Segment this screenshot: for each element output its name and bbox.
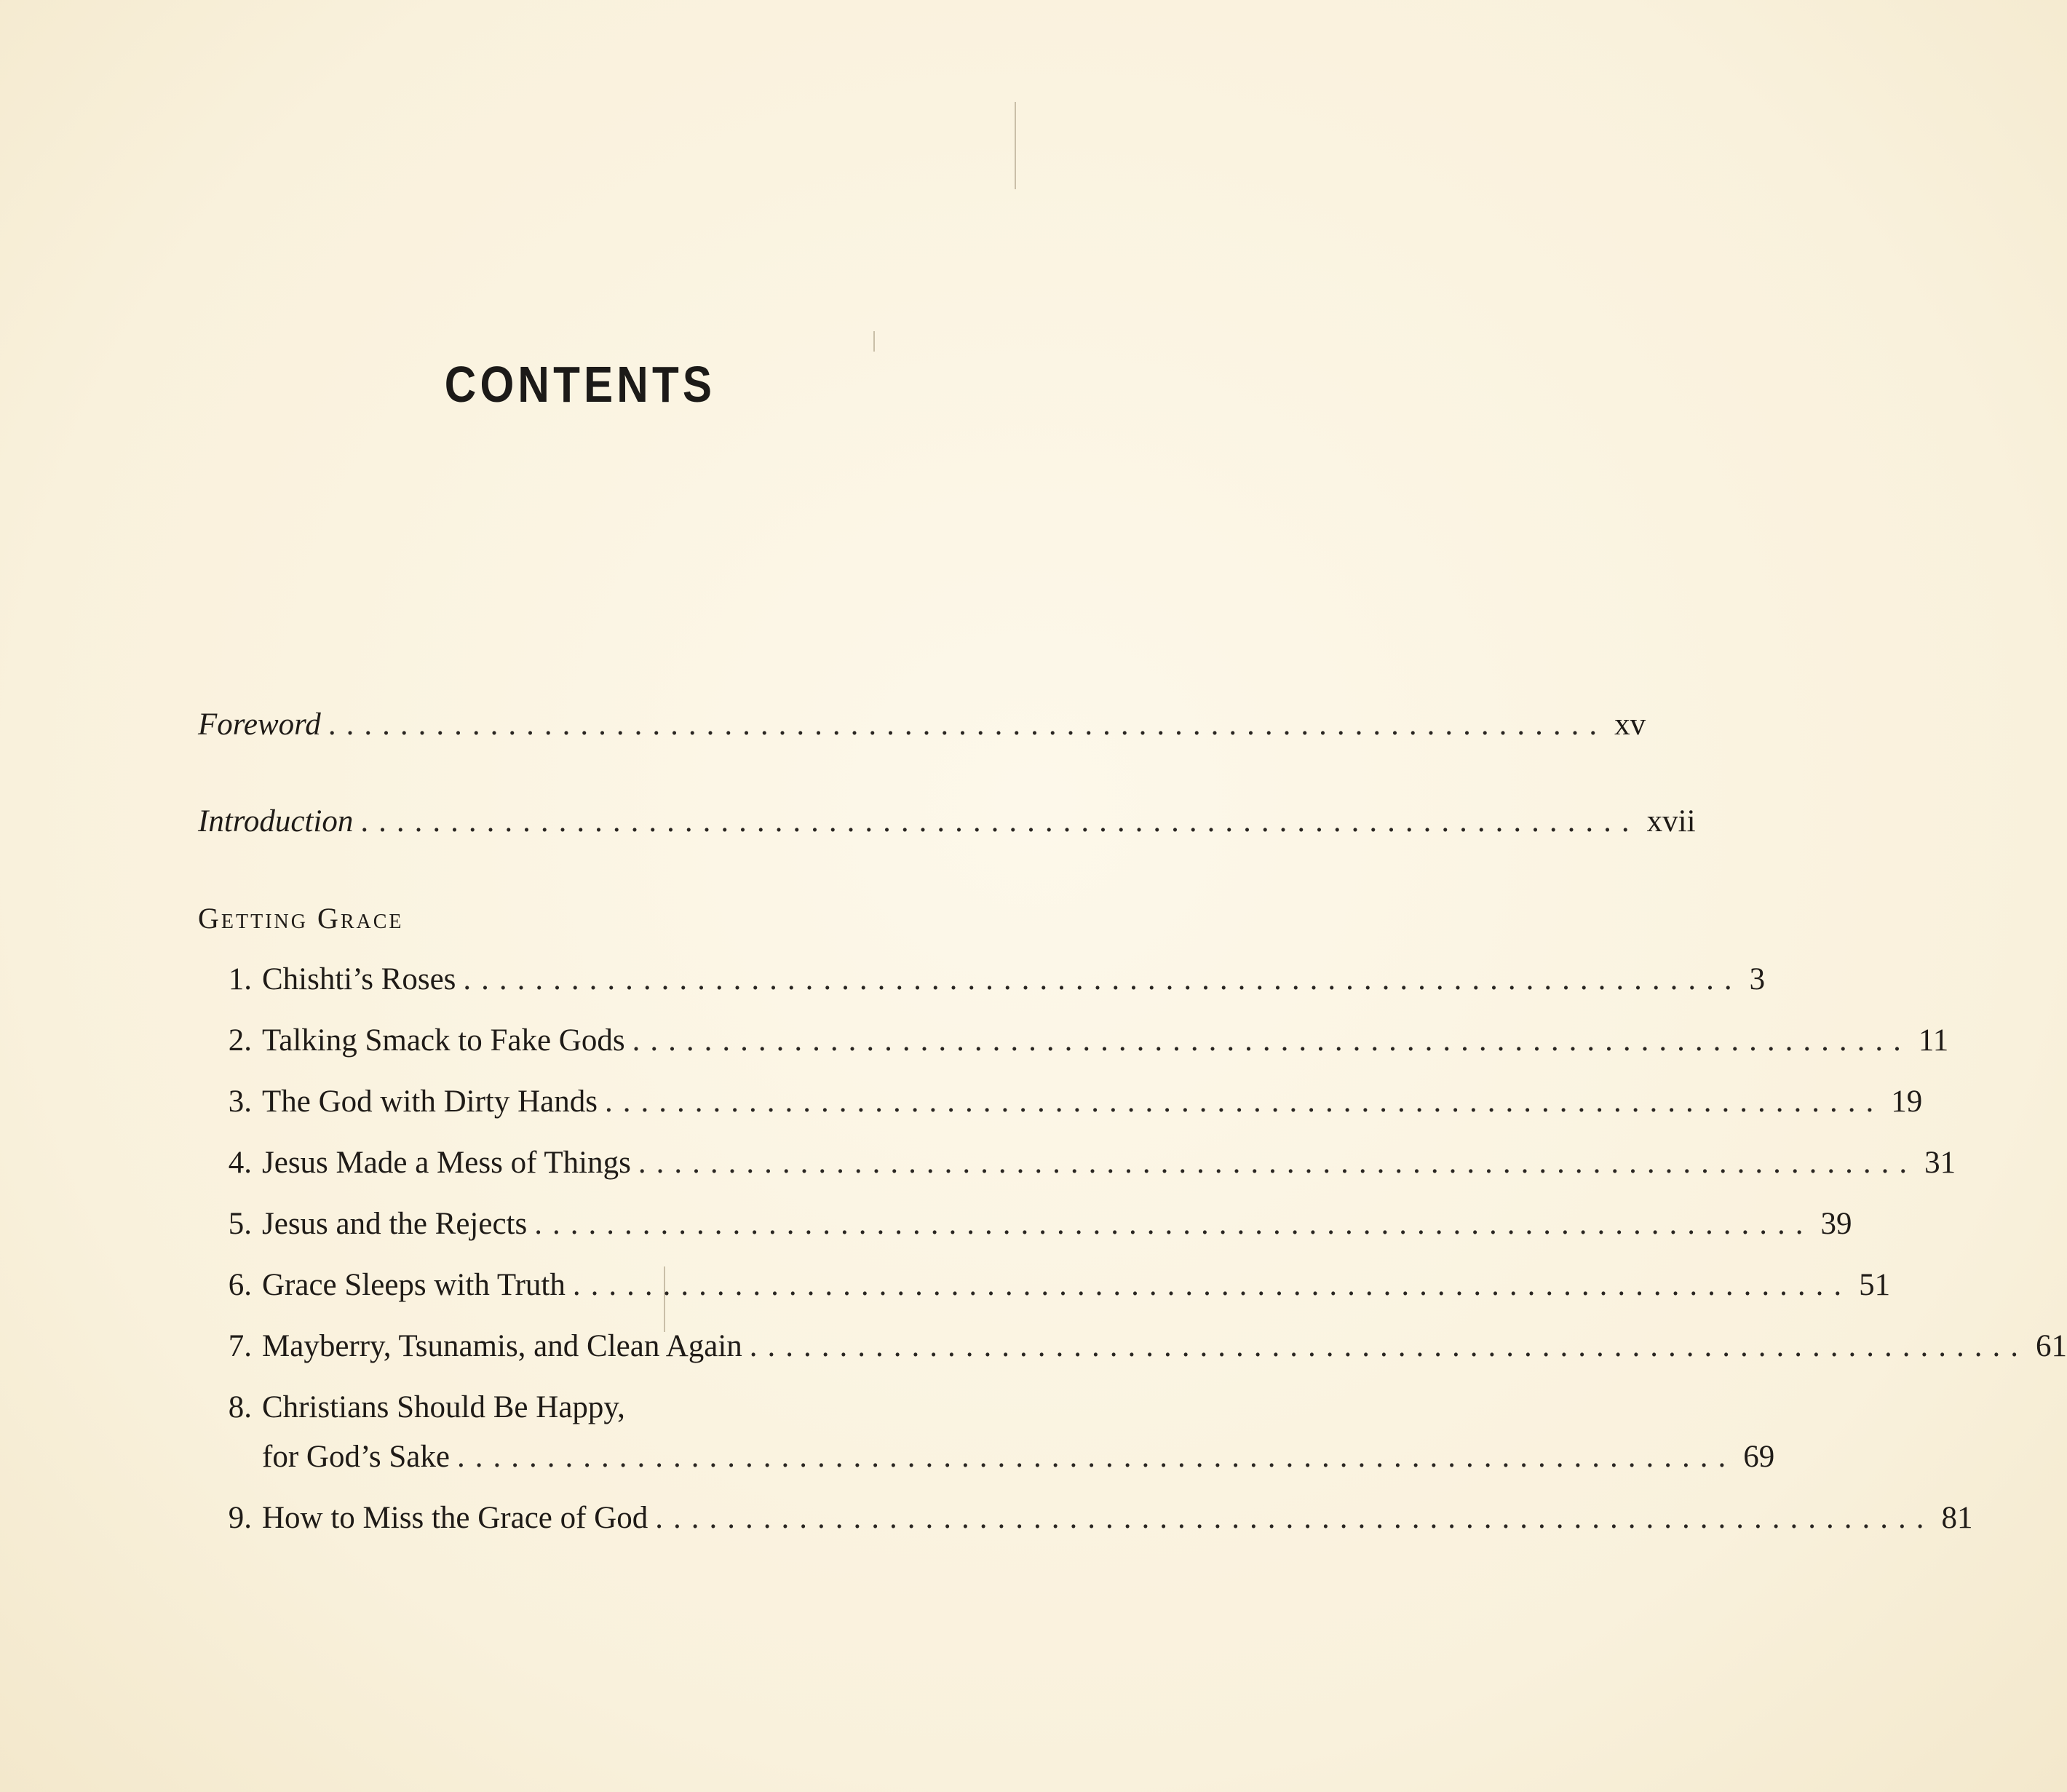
toc-entry-chapter[interactable] — [213, 1144, 1956, 1182]
toc-entry-chapter[interactable] — [213, 1266, 1891, 1304]
chapter-number: 8. — [228, 1390, 252, 1424]
toc-entry-chapter[interactable] — [213, 1328, 2067, 1365]
dot-leader: ....................................................................... — [360, 804, 1640, 838]
dot-leader: ....................................................................... — [456, 1440, 1737, 1474]
entry-page: 61 — [2036, 1329, 2067, 1363]
chapter-number: 4. — [228, 1146, 252, 1180]
toc-entry-chapter[interactable] — [213, 961, 1766, 999]
dot-leader: ....................................................................... — [632, 1023, 1911, 1058]
entry-title: Mayberry, Tsunamis, and Clean Again — [262, 1329, 742, 1363]
entry-title: Chishti’s Roses — [262, 962, 456, 996]
entry-title: How to Miss the Grace of God — [262, 1501, 648, 1535]
dot-leader: ....................................................................... — [463, 962, 1742, 996]
paper-mark — [873, 331, 875, 352]
toc-entry-foreword[interactable] — [198, 706, 1646, 744]
entry-page: 11 — [1918, 1023, 1949, 1058]
dot-leader: ....................................................................... — [328, 707, 1608, 742]
toc-entry-chapter[interactable] — [262, 1438, 1775, 1476]
toc-entry-chapter[interactable] — [213, 1083, 1923, 1121]
section-heading: Getting Grace — [198, 902, 404, 935]
entry-title: Foreword — [198, 707, 321, 742]
entry-page: 3 — [1749, 962, 1766, 996]
entry-title: Introduction — [198, 804, 354, 838]
page-title: CONTENTS — [444, 356, 716, 413]
chapter-number: 7. — [228, 1329, 252, 1363]
entry-page: 19 — [1891, 1085, 1923, 1119]
dot-leader: ....................................................................... — [534, 1207, 1814, 1241]
entry-page: xvii — [1646, 804, 1696, 838]
chapter-number: 6. — [228, 1268, 252, 1302]
chapter-number: 9. — [228, 1501, 252, 1535]
chapter-number: 1. — [228, 962, 252, 996]
entry-title: Christians Should Be Happy, — [262, 1390, 625, 1424]
chapter-number: 5. — [228, 1207, 252, 1241]
entry-title: Jesus and the Rejects — [262, 1207, 528, 1241]
entry-title: Jesus Made a Mess of Things — [262, 1146, 631, 1180]
entry-title: Grace Sleeps with Truth — [262, 1268, 566, 1302]
entry-title: Talking Smack to Fake Gods — [262, 1023, 625, 1058]
entry-page: 39 — [1820, 1207, 1852, 1241]
chapter-number: 3. — [228, 1085, 252, 1119]
dot-leader: ....................................................................... — [749, 1329, 2029, 1363]
entry-title: The God with Dirty Hands — [262, 1085, 598, 1119]
toc-entry-chapter[interactable] — [213, 1205, 1852, 1243]
toc-entry-chapter[interactable] — [213, 1022, 1949, 1060]
dot-leader: ....................................................................... — [638, 1146, 1918, 1180]
entry-page: xv — [1614, 707, 1646, 742]
entry-title-continued: for God’s Sake — [262, 1440, 450, 1474]
chapter-number: 2. — [228, 1023, 252, 1058]
dot-leader: ....................................................................... — [605, 1085, 1884, 1119]
paper-mark — [1015, 102, 1016, 189]
dot-leader: ....................................................................... — [572, 1268, 1852, 1302]
entry-page: 51 — [1859, 1268, 1891, 1302]
toc-entry-introduction[interactable] — [198, 803, 1696, 841]
toc-entry-chapter[interactable] — [213, 1499, 1973, 1537]
entry-page: 81 — [1941, 1501, 1973, 1535]
entry-page: 31 — [1924, 1146, 1956, 1180]
entry-page: 69 — [1743, 1440, 1775, 1474]
toc-entry-chapter-first-line[interactable] — [213, 1389, 962, 1427]
dot-leader: ....................................................................... — [655, 1501, 1935, 1535]
